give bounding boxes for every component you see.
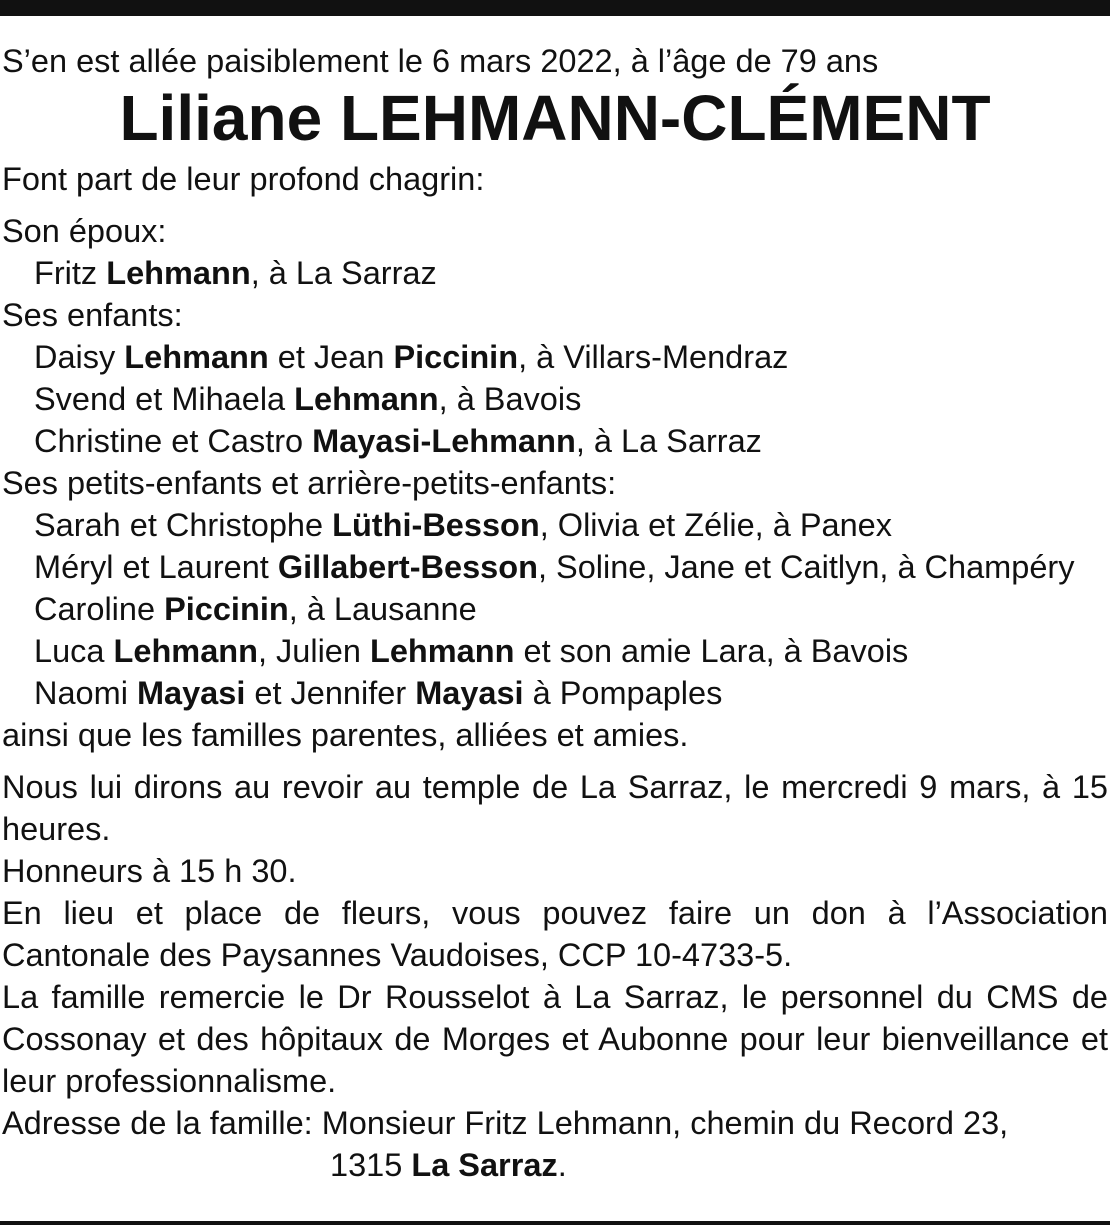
obituary-notice: [2, 40, 1108, 1186]
text-run: , à La Sarraz: [575, 423, 762, 459]
text-run: Christine et Castro: [34, 423, 313, 459]
grandchild-line: [2, 588, 1108, 630]
farewell-text: Nous lui dirons au revoir au temple de La Sarraz, le mercredi 9 mars, à 15 heures.: [2, 769, 1108, 847]
child-line: [2, 420, 1108, 462]
text-run: , Olivia et Zélie, à Panex: [539, 507, 892, 543]
text-run: Daisy: [34, 339, 125, 375]
children-list: [2, 336, 1108, 462]
spouse-heading: Son époux:: [2, 213, 167, 249]
child-line: [2, 336, 1108, 378]
grandchild-line: [2, 672, 1108, 714]
intro-line: S’en est allée paisiblement le 6 mars 2022, à l’âge de 79 ans: [2, 43, 879, 79]
grandchild-line: [2, 546, 1108, 588]
surname: Gillabert-Besson: [277, 549, 538, 585]
grief-line: Font part de leur profond chagrin:: [2, 161, 485, 197]
address-suffix: .: [557, 1147, 567, 1183]
surname: Mayasi: [136, 675, 246, 711]
text-run: , à La Sarraz: [250, 255, 437, 291]
surname: Mayasi-Lehmann: [312, 423, 576, 459]
text-run: , à Villars-Mendraz: [518, 339, 789, 375]
surname: Lüthi-Besson: [332, 507, 540, 543]
deceased-name: Liliane LEHMANN-CLÉMENT: [119, 82, 991, 154]
address-line: Adresse de la famille: Monsieur Fritz Lehmann, chemin du Record 23,: [2, 1105, 1009, 1141]
text-run: Naomi: [34, 675, 137, 711]
honours-text: Honneurs à 15 h 30.: [2, 853, 297, 889]
surname: Lehmann: [106, 255, 251, 291]
families-line: ainsi que les familles parentes, alliées et amies.: [2, 717, 689, 753]
text-run: Luca: [34, 633, 114, 669]
donation-text: En lieu et place de fleurs, vous pouvez faire un don à l’Association Cantonale des Paysannes Vaudoises, CCP 10-4733-5.: [2, 895, 1108, 973]
text-run: à Pompaples: [523, 675, 723, 711]
text-run: et Jean: [268, 339, 394, 375]
address-postcode: 1315: [330, 1147, 412, 1183]
text-run: Fritz: [34, 255, 107, 291]
surname: Lehmann: [294, 381, 439, 417]
text-run: Caroline: [34, 591, 165, 627]
address-city: La Sarraz: [411, 1147, 558, 1183]
grandchildren-list: [2, 504, 1108, 714]
text-run: , Julien: [257, 633, 370, 669]
surname: Piccinin: [164, 591, 289, 627]
child-line: [2, 378, 1108, 420]
grandchild-line: [2, 630, 1108, 672]
spouse-line: [2, 252, 1108, 294]
text-run: et son amie Lara, à Bavois: [514, 633, 909, 669]
surname: Lehmann: [124, 339, 269, 375]
grandchildren-heading: Ses petits-enfants et arrière-petits-enfants:: [2, 465, 617, 501]
bottom-border: [0, 1221, 1110, 1225]
surname: Lehmann: [113, 633, 258, 669]
text-run: , à Bavois: [438, 381, 582, 417]
text-run: , Soline, Jane et Caitlyn, à Champéry: [537, 549, 1075, 585]
text-run: et Jennifer: [245, 675, 416, 711]
top-border: [0, 0, 1110, 16]
text-run: Méryl et Laurent: [34, 549, 278, 585]
children-heading: Ses enfants:: [2, 297, 183, 333]
thanks-text: La famille remercie le Dr Rousselot à La Sarraz, le personnel du CMS de Cossonay et des hôpitaux de Morges et Aubonne pour leur bienveillance et leur professionnalisme.: [2, 979, 1108, 1099]
surname: Lehmann: [370, 633, 515, 669]
text-run: Sarah et Christophe: [34, 507, 333, 543]
surname: Piccinin: [393, 339, 519, 375]
surname: Mayasi: [415, 675, 524, 711]
address-city-line: [2, 1144, 1108, 1186]
text-run: Svend et Mihaela: [34, 381, 295, 417]
grandchild-line: [2, 504, 1108, 546]
text-run: , à Lausanne: [288, 591, 477, 627]
